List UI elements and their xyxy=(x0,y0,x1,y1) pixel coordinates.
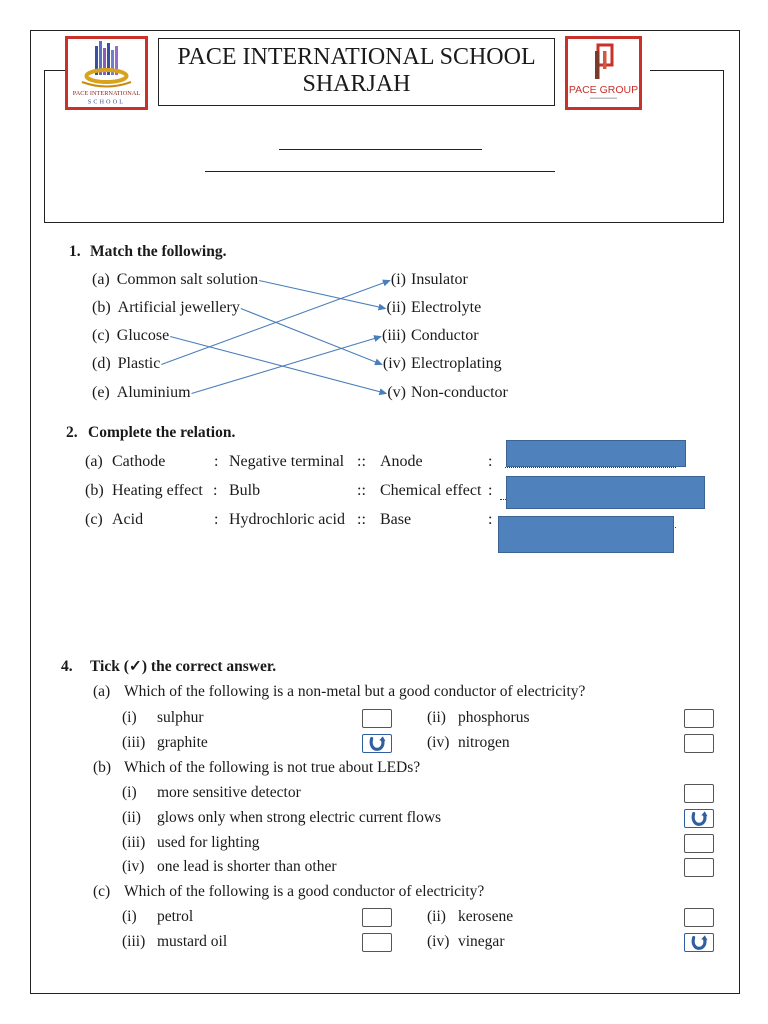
option-text: used for lighting xyxy=(157,834,260,851)
option-checkbox[interactable] xyxy=(684,834,714,853)
header-box-top-left-line xyxy=(44,70,66,71)
option-label: (iv) xyxy=(427,734,450,751)
option-text: graphite xyxy=(157,734,208,751)
match-left-label: (b) xyxy=(92,299,111,316)
school-logo-graphic xyxy=(68,39,145,107)
option-text: glows only when strong electric current flows xyxy=(157,809,442,826)
header-box-left-line xyxy=(44,70,45,222)
header-box-bottom-line xyxy=(44,222,724,223)
match-right-label: (iii) xyxy=(382,327,406,344)
relation-analogy-sign: :: xyxy=(357,511,366,528)
option-label: (ii) xyxy=(122,809,141,826)
option-label: (iv) xyxy=(122,858,145,875)
section4-number: 4. xyxy=(61,658,73,675)
answer-redaction-box xyxy=(506,476,705,509)
relation-term1: Cathode xyxy=(112,453,166,470)
option-text: sulphur xyxy=(157,709,204,726)
option-text: more sensitive detector xyxy=(157,784,301,801)
group-logo-graphic xyxy=(568,39,639,107)
option-row xyxy=(0,833,768,853)
option-checkbox[interactable] xyxy=(684,858,714,877)
option-label: (iv) xyxy=(427,933,450,950)
relation-term2: Chemical effect xyxy=(380,482,482,499)
match-left-text: Aluminium xyxy=(116,384,191,401)
relation-separator: : xyxy=(213,482,218,499)
option-checkbox[interactable] xyxy=(362,734,392,753)
option-checkbox[interactable] xyxy=(362,933,392,952)
section1-number: 1. xyxy=(69,243,81,260)
match-left-item xyxy=(92,326,169,346)
school-logo-line1: PACE INTERNATIONAL xyxy=(72,90,141,97)
question-label: (b) xyxy=(93,759,112,776)
answer-blank-line xyxy=(505,467,676,468)
answer-redaction-box xyxy=(506,440,686,467)
match-right-item xyxy=(372,383,508,403)
match-right-label: (i) xyxy=(390,271,406,288)
relation-related1: Hydrochloric acid xyxy=(229,511,345,528)
match-left-label: (c) xyxy=(92,327,110,344)
option-label: (i) xyxy=(122,784,137,801)
option-label: (i) xyxy=(122,709,137,726)
option-row xyxy=(0,857,768,877)
pace-international-school-logo-icon xyxy=(65,36,148,110)
option-label: (ii) xyxy=(427,908,446,925)
match-right-text: Conductor xyxy=(411,327,479,344)
option-row xyxy=(0,708,768,728)
relation-term2: Anode xyxy=(380,453,423,470)
option-text: kerosene xyxy=(458,908,514,925)
section1-title: Match the following. xyxy=(90,243,227,260)
option-checkbox[interactable] xyxy=(684,933,714,952)
option-row xyxy=(0,783,768,803)
relation-separator: : xyxy=(488,482,493,499)
relation-related1: Negative terminal xyxy=(229,453,345,470)
relation-analogy-sign: :: xyxy=(357,482,366,499)
relation-label: (b) xyxy=(85,482,104,499)
relation-separator: : xyxy=(488,511,493,528)
relation-analogy-sign: :: xyxy=(357,453,366,470)
relation-term1: Acid xyxy=(112,511,144,528)
relation-term1: Heating effect xyxy=(112,482,203,499)
match-right-label: (ii) xyxy=(386,299,406,316)
school-name: PACE INTERNATIONAL SCHOOL xyxy=(177,44,536,70)
option-checkbox[interactable] xyxy=(684,809,714,828)
option-text: phosphorus xyxy=(458,709,530,726)
school-location: SHARJAH xyxy=(302,71,411,97)
match-left-text: Common salt solution xyxy=(116,271,259,288)
school-logo-line2: SCHOOL xyxy=(87,99,126,106)
header-box-right-line xyxy=(723,70,724,222)
match-right-item xyxy=(372,326,479,346)
section2-number: 2. xyxy=(66,424,78,441)
option-text: petrol xyxy=(157,908,194,925)
option-row xyxy=(0,932,768,952)
option-row xyxy=(0,907,768,927)
section2-title: Complete the relation. xyxy=(88,424,236,441)
group-logo-text: PACE GROUP xyxy=(568,84,639,96)
match-left-text: Plastic xyxy=(117,355,161,372)
option-text: nitrogen xyxy=(458,734,510,751)
option-label: (iii) xyxy=(122,734,146,751)
match-right-text: Insulator xyxy=(411,271,468,288)
question-label: (a) xyxy=(93,683,111,700)
match-left-item xyxy=(92,298,240,318)
option-checkbox[interactable] xyxy=(684,709,714,728)
match-right-item xyxy=(372,298,481,318)
match-left-label: (a) xyxy=(92,271,110,288)
school-title-box xyxy=(158,38,555,106)
match-left-item xyxy=(92,270,258,290)
option-row xyxy=(0,808,768,828)
relation-label: (c) xyxy=(85,511,103,528)
question-text: Which of the following is a good conductor of electricity? xyxy=(124,883,485,900)
option-text: vinegar xyxy=(458,933,505,950)
match-left-label: (e) xyxy=(92,384,110,401)
match-right-text: Electroplating xyxy=(411,355,502,372)
match-right-label: (v) xyxy=(387,384,406,401)
option-checkbox[interactable] xyxy=(684,734,714,753)
option-checkbox[interactable] xyxy=(684,784,714,803)
relation-separator: : xyxy=(214,453,219,470)
option-checkbox[interactable] xyxy=(362,908,392,927)
match-right-text: Non-conductor xyxy=(411,384,508,401)
option-label: (iii) xyxy=(122,933,146,950)
pace-group-logo-icon xyxy=(565,36,642,110)
tick-mark-icon xyxy=(685,934,713,951)
option-row xyxy=(0,733,768,753)
option-checkbox[interactable] xyxy=(362,709,392,728)
option-checkbox[interactable] xyxy=(684,908,714,927)
match-right-item xyxy=(372,270,468,290)
match-left-text: Artificial jewellery xyxy=(117,299,240,316)
relation-term2: Base xyxy=(380,511,412,528)
relation-label: (a) xyxy=(85,453,103,470)
header-blank-line-1 xyxy=(279,149,482,150)
option-text: one lead is shorter than other xyxy=(157,858,337,875)
tick-mark-icon xyxy=(363,735,391,752)
question-text: Which of the following is not true about LEDs? xyxy=(124,759,421,776)
match-right-item xyxy=(372,354,502,374)
option-label: (ii) xyxy=(427,709,446,726)
match-right-text: Electrolyte xyxy=(411,299,482,316)
option-label: (iii) xyxy=(122,834,146,851)
relation-separator: : xyxy=(488,453,493,470)
option-text: mustard oil xyxy=(157,933,228,950)
question-label: (c) xyxy=(93,883,111,900)
header-box-top-right-line xyxy=(650,70,724,71)
header-blank-line-2 xyxy=(205,171,555,172)
relation-separator: : xyxy=(214,511,219,528)
match-left-item xyxy=(92,354,160,374)
match-left-item xyxy=(92,383,191,403)
answer-redaction-box xyxy=(498,516,674,553)
relation-related1: Bulb xyxy=(229,482,261,499)
match-left-text: Glucose xyxy=(116,327,170,344)
option-label: (i) xyxy=(122,908,137,925)
question-text: Which of the following is a non-metal but a good conductor of electricity? xyxy=(124,683,586,700)
section4-title: Tick (✓) the correct answer. xyxy=(90,658,277,675)
match-right-label: (iv) xyxy=(382,355,406,372)
tick-mark-icon xyxy=(685,810,713,827)
match-left-label: (d) xyxy=(92,355,111,372)
